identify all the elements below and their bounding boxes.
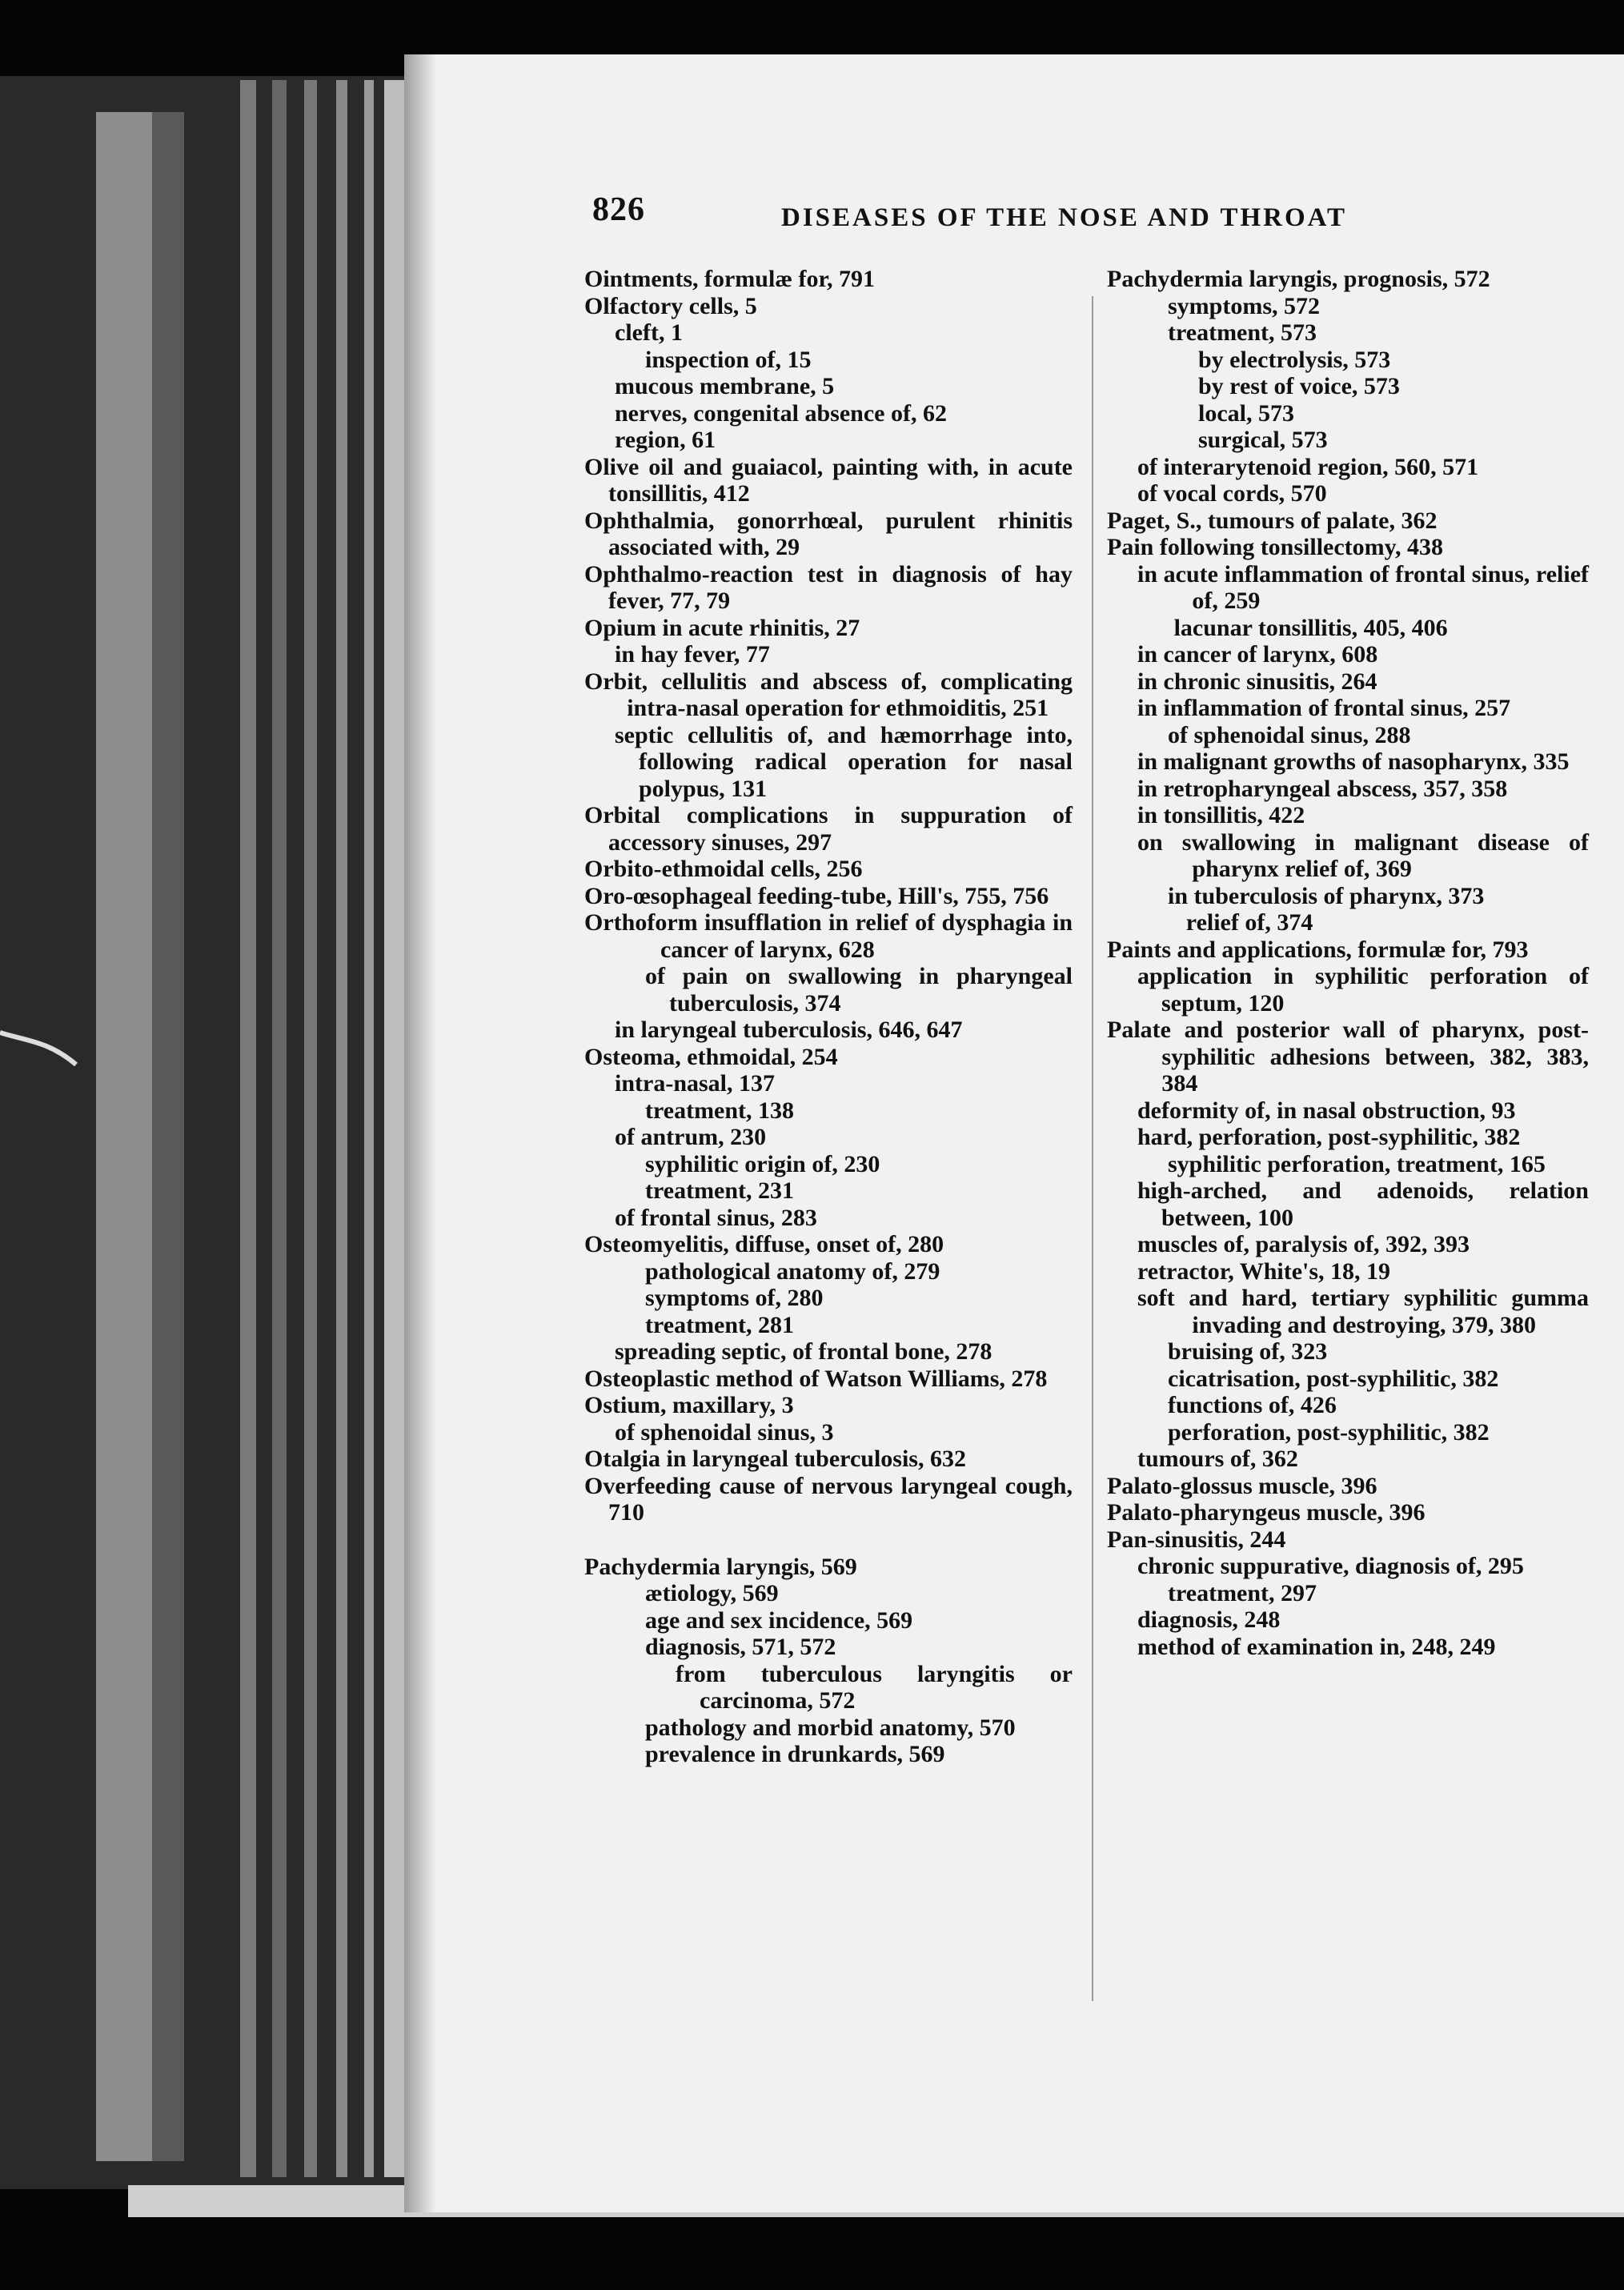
index-subentry: inspection of, 15 (645, 346, 812, 373)
running-title: DISEASES OF THE NOSE AND THROAT (781, 203, 1348, 232)
index-heading-entry: Palate and posterior wall of pharynx, post-syphilitic adhesions between, 382, 383, 384 (1107, 1017, 1589, 1097)
index-subentry: application in syphilitic perforation of septum, 120 (1137, 963, 1589, 1017)
index-subentry: in tonsillitis, 422 (1137, 802, 1305, 828)
index-subentry: perforation, post-syphilitic, 382 (1168, 1418, 1490, 1446)
index-subentry: soft and hard, tertiary syphilitic gumma invading and destroying, 379, 380 (1137, 1285, 1589, 1338)
index-section-gap (584, 1526, 1073, 1554)
index-subentry: cicatrisation, post-syphilitic, 382 (1168, 1365, 1499, 1392)
index-subentry: of vocal cords, 570 (1137, 480, 1327, 507)
index-heading-entry: Ointments, formulæ for, 791 (584, 266, 876, 292)
index-subentry: in acute inflammation of frontal sinus, relief of, 259 (1137, 560, 1589, 614)
index-subentry: cleft, 1 (615, 319, 683, 346)
index-heading-entry: Olive oil and guaiacol, painting with, in acute tonsillitis, 412 (584, 453, 1073, 507)
index-subentry: in inflammation of frontal sinus, 257 (1137, 695, 1511, 721)
index-subentry: bruising of, 323 (1168, 1338, 1328, 1365)
index-subentry: pathological anatomy of, 279 (645, 1257, 940, 1285)
index-subentry: method of examination in, 248, 249 (1137, 1633, 1496, 1660)
index-subentry: in retropharyngeal abscess, 357, 358 (1137, 775, 1508, 802)
index-subentry: muscles of, paralysis of, 392, 393 (1137, 1231, 1470, 1257)
index-subentry: tumours of, 362 (1137, 1446, 1298, 1472)
index-heading-entry: Orthoform insufflation in relief of dysphagia in cancer of larynx, 628 (584, 909, 1073, 963)
index-heading-entry: Osteomyelitis, diffuse, onset of, 280 (584, 1231, 944, 1257)
index-subentry: by electrolysis, 573 (1198, 346, 1391, 373)
index-subentry: symptoms of, 280 (645, 1285, 824, 1311)
index-subentry: ætiology, 569 (645, 1580, 779, 1606)
index-subentry: of pain on swallowing in pharyngeal tuberculosis, 374 (645, 963, 1073, 1017)
index-heading-entry: Pan-sinusitis, 244 (1107, 1526, 1286, 1553)
index-subentry: nerves, congenital absence of, 62 (615, 399, 947, 427)
index-subentry: treatment, 573 (1168, 319, 1317, 346)
index-subentry: treatment, 281 (645, 1311, 795, 1338)
index-subentry: diagnosis, 248 (1137, 1606, 1281, 1633)
index-subentry: treatment, 297 (1168, 1579, 1317, 1606)
index-subentry: deformity of, in nasal obstruction, 93 (1137, 1097, 1516, 1124)
index-heading-entry: Palato-pharyngeus muscle, 396 (1107, 1499, 1426, 1526)
index-subentry: lacunar tonsillitis, 405, 406 (1173, 614, 1448, 641)
index-heading-entry: Pachydermia laryngis, 569 (584, 1553, 857, 1580)
index-subentry: in chronic sinusitis, 264 (1137, 668, 1377, 695)
index-subentry: chronic suppurative, diagnosis of, 295 (1137, 1553, 1524, 1579)
index-subentry: treatment, 138 (645, 1097, 795, 1124)
index-subentry: of frontal sinus, 283 (615, 1204, 817, 1231)
index-subentry: of sphenoidal sinus, 3 (615, 1418, 834, 1446)
index-subentry: in cancer of larynx, 608 (1137, 641, 1378, 668)
index-subentry: from tuberculous laryngitis or carcinoma, 572 (676, 1660, 1073, 1714)
index-subentry: mucous membrane, 5 (615, 373, 835, 399)
index-subentry: diagnosis, 571, 572 (645, 1634, 836, 1660)
index-subentry: symptoms, 572 (1168, 292, 1321, 319)
index-subentry: septic cellulitis of, and hæmorrhage into, following radical operation for nasal polypus, 131 (615, 721, 1073, 802)
index-subentry: on swallowing in malignant disease of pharynx relief of, 369 (1137, 828, 1589, 882)
index-subentry: by rest of voice, 573 (1198, 373, 1400, 399)
index-heading-entry: Olfactory cells, 5 (584, 292, 757, 319)
index-heading-entry: Osteoma, ethmoidal, 254 (584, 1043, 838, 1070)
page-number: 826 (592, 191, 645, 228)
index-heading-entry: Orbital complications in suppuration of accessory sinuses, 297 (584, 802, 1073, 856)
index-subentry: in malignant growths of nasopharynx, 335 (1137, 748, 1570, 775)
index-heading-entry: Otalgia in laryngeal tuberculosis, 632 (584, 1446, 966, 1472)
index-heading-entry: Paints and applications, formulæ for, 793 (1107, 936, 1529, 963)
index-subentry: in hay fever, 77 (615, 641, 770, 668)
index-subentry: in tuberculosis of pharynx, 373 (1168, 882, 1485, 909)
page-gutter-shadow (404, 54, 436, 2212)
index-heading-entry: Opium in acute rhinitis, 27 (584, 614, 860, 641)
index-heading-entry: Overfeeding cause of nervous laryngeal cough, 710 (584, 1472, 1073, 1526)
index-subentry: high-arched, and adenoids, relation between, 100 (1137, 1177, 1589, 1231)
index-subentry: syphilitic perforation, treatment, 165 (1168, 1150, 1546, 1177)
index-heading-entry: Pain following tonsillectomy, 438 (1107, 534, 1443, 560)
index-heading-entry: Ophthalmia, gonorrhœal, purulent rhinitis associated with, 29 (584, 507, 1073, 560)
index-subentry: age and sex incidence, 569 (645, 1606, 913, 1634)
index-column-right (1107, 266, 1589, 1660)
index-heading-entry: Ostium, maxillary, 3 (584, 1392, 794, 1418)
index-heading-entry: Palato-glossus muscle, 396 (1107, 1472, 1377, 1499)
index-heading-entry: Orbit, cellulitis and abscess of, complicating intra-nasal operation for ethmoiditis, 251 (584, 668, 1073, 721)
index-subentry: of interarytenoid region, 560, 571 (1137, 453, 1479, 480)
column-divider (1092, 296, 1093, 2001)
index-heading-entry: Paget, S., tumours of palate, 362 (1107, 507, 1438, 534)
index-subentry: relief of, 374 (1185, 909, 1313, 936)
index-subentry: prevalence in drunkards, 569 (645, 1741, 945, 1767)
index-subentry: functions of, 426 (1168, 1392, 1337, 1418)
index-subentry: hard, perforation, post-syphilitic, 382 (1137, 1124, 1521, 1150)
index-subentry: retractor, White's, 18, 19 (1137, 1257, 1391, 1285)
index-subentry: of antrum, 230 (615, 1124, 767, 1150)
index-heading-entry: Pachydermia laryngis, prognosis, 572 (1107, 266, 1490, 292)
index-heading-entry: Orbito-ethmoidal cells, 256 (584, 856, 863, 882)
index-heading-entry: Osteoplastic method of Watson Williams, 278 (584, 1365, 1048, 1392)
page-header (592, 190, 1473, 255)
index-heading-entry: Oro-œsophageal feeding-tube, Hill's, 755, 756 (584, 882, 1049, 909)
index-subentry: of sphenoidal sinus, 288 (1168, 721, 1411, 748)
index-subentry: syphilitic origin of, 230 (645, 1150, 880, 1177)
index-subentry: intra-nasal, 137 (615, 1070, 776, 1097)
index-subentry: in laryngeal tuberculosis, 646, 647 (615, 1017, 963, 1043)
index-subentry: surgical, 573 (1198, 427, 1328, 453)
index-heading-entry: Ophthalmo-reaction test in diagnosis of hay fever, 77, 79 (584, 560, 1073, 614)
index-subentry: region, 61 (615, 427, 716, 453)
index-subentry: spreading septic, of frontal bone, 278 (615, 1338, 992, 1365)
index-subentry: local, 573 (1198, 399, 1294, 427)
index-subentry: pathology and morbid anatomy, 570 (645, 1714, 1016, 1741)
index-column-left (584, 266, 1073, 1768)
index-subentry: treatment, 231 (645, 1177, 795, 1204)
